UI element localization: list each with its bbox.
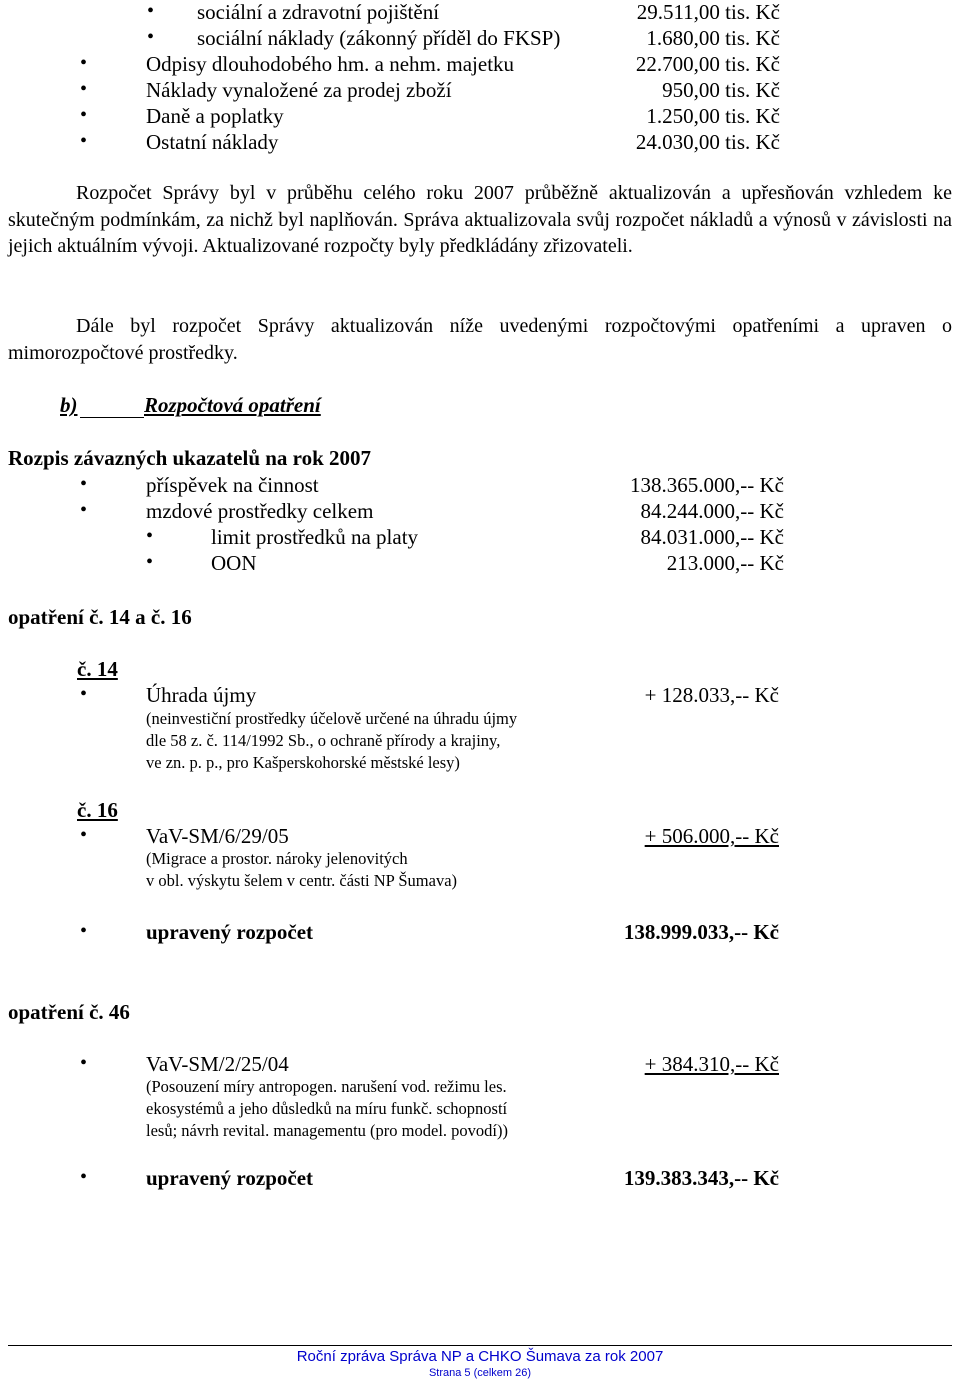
measure-amount: + 384.310,-- Kč [644, 1052, 779, 1076]
rozpis-item-amount: 84.244.000,-- Kč [640, 499, 784, 523]
cost-item-amount: 1.680,00 tis. Kč [646, 26, 780, 50]
footer-page-number: Strana 5 (celkem 26) [428, 1367, 532, 1379]
bullet [80, 1052, 87, 1075]
measure-note-line: lesů; návrh revital. managementu (pro model. povodí)) [146, 1121, 508, 1140]
bullet [80, 473, 87, 496]
rozpis-item-amount: 84.031.000,-- Kč [640, 525, 784, 549]
cost-item-label: Odpisy dlouhodobého hm. a nehm. majetku [146, 52, 515, 76]
rozpis-item-amount: 138.365.000,-- Kč [630, 473, 784, 497]
cost-item-label: Náklady vynaložené za prodej zboží [146, 78, 452, 102]
rozpis-item-label: limit prostředků na platy [211, 525, 419, 549]
bullet [147, 26, 154, 49]
total-label: upravený rozpočet [146, 920, 314, 944]
measure-note-line: dle 58 z. č. 114/1992 Sb., o ochraně přírody a krajiny, [146, 731, 501, 750]
measure-note-line: (neinvestiční prostředky účelově určené na úhradu újmy [146, 709, 518, 728]
rozpis-heading: Rozpis závazných ukazatelů na rok 2007 [8, 446, 372, 470]
rozpis-item-label: příspěvek na činnost [146, 473, 319, 497]
section-title: Rozpočtová opatření [144, 393, 321, 417]
bullet [146, 551, 153, 574]
cost-item-amount: 1.250,00 tis. Kč [646, 104, 780, 128]
cost-item-label: Ostatní náklady [146, 130, 279, 154]
bullet [80, 52, 87, 75]
measure-item: VaV-SM/2/25/04 [146, 1052, 289, 1076]
paragraph-text: Rozpočet Správy byl v průběhu celého roku 2007 průběžně aktualizován a upřesňován vzhledem ke skutečným podmínkám, za nichž byl naplňován. Správa aktualizovala svůj rozpočet nákladů a výnosů v závislosti na jejich aktuálním vývoji. Aktualizované rozpočty byly předkládány zřizovateli. [8, 182, 952, 257]
total-amount: 139.383.343,-- Kč [623, 1166, 779, 1190]
cost-item-label: sociální a zdravotní pojištění [197, 0, 440, 24]
cost-item-label: sociální náklady (zákonný příděl do FKSP) [197, 26, 561, 50]
cost-item-amount: 950,00 tis. Kč [662, 78, 780, 102]
cost-item-label: Daně a poplatky [146, 104, 284, 128]
rozpis-item-amount: 213.000,-- Kč [666, 551, 784, 575]
total-label: upravený rozpočet [146, 1166, 314, 1190]
measure-note-line: (Migrace a prostor. nároky jelenovitých [146, 849, 408, 868]
measure-note-line: (Posouzení míry antropogen. narušení vod. režimu les. [146, 1077, 507, 1096]
measure-note-line: ekosystémů a jeho důsledků na míru funkč. schopností [146, 1099, 508, 1118]
measure-note-line: v obl. výskytu šelem v centr. části NP Šumava) [146, 871, 458, 890]
bullet [80, 104, 87, 127]
rozpis-item-label: mzdové prostředky celkem [146, 499, 374, 523]
paragraph-budget-updates [8, 180, 952, 260]
bullet [146, 525, 153, 548]
bullet [80, 824, 87, 847]
measure-item: Úhrada újmy [146, 683, 257, 707]
footer-divider [8, 1345, 952, 1346]
paragraph-budget-measures [8, 313, 952, 366]
cost-item-amount: 22.700,00 tis. Kč [635, 52, 780, 76]
cost-item-amount: 24.030,00 tis. Kč [635, 130, 780, 154]
section-letter: b) [60, 393, 78, 417]
bullet [80, 920, 87, 943]
bullet [80, 499, 87, 522]
measure-amount: + 128.033,-- Kč [644, 683, 779, 707]
measure-number: č. 16 [77, 798, 118, 822]
total-amount: 138.999.033,-- Kč [623, 920, 779, 944]
bullet [80, 1166, 87, 1189]
bullet [80, 78, 87, 101]
measure-amount: + 506.000,-- Kč [644, 824, 779, 848]
bullet [147, 0, 154, 23]
measure-note-line: ve zn. p. p., pro Kašperskohorské městské lesy) [146, 753, 460, 772]
measure-item: VaV-SM/6/29/05 [146, 824, 289, 848]
measure-number: č. 14 [77, 657, 118, 681]
opatreni-heading: opatření č. 14 a č. 16 [8, 605, 192, 629]
cost-item-amount: 29.511,00 tis. Kč [636, 0, 780, 24]
rozpis-item-label: OON [211, 551, 257, 575]
section-underline-gap [80, 393, 144, 418]
bullet [80, 683, 87, 706]
opatreni-heading: opatření č. 46 [8, 1000, 130, 1024]
footer-title: Roční zpráva Správa NP a CHKO Šumava za rok 2007 [296, 1348, 664, 1365]
bullet [80, 130, 87, 153]
paragraph-text: Dále byl rozpočet Správy aktualizován níže uvedenými rozpočtovými opatřeními a upraven o mimorozpočtové prostředky. [8, 315, 952, 364]
